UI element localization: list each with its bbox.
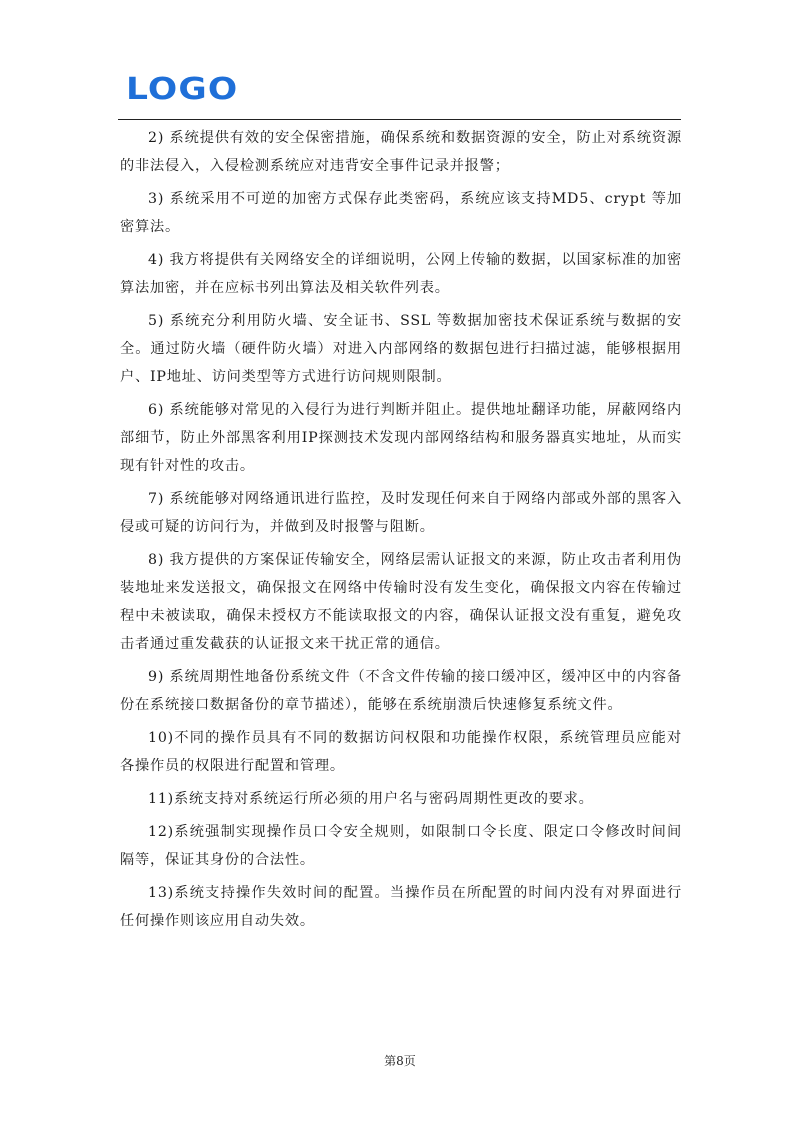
paragraph-item-3: 3) 系统采用不可逆的加密方式保存此类密码，系统应该支持MD5、crypt 等加密算法。 [120,191,682,235]
page-number: 第8页 [384,1054,416,1068]
paragraph-item-10: 10)不同的操作员具有不同的数据访问权限和功能操作权限，系统管理员应能对各操作员的权限进行配置和管理。 [120,730,682,774]
document-body [120,124,682,935]
paragraph-item-2: 2) 系统提供有效的安全保密措施，确保系统和数据资源的安全，防止对系统资源的非法侵入，入侵检测系统应对违背安全事件记录并报警； [120,130,682,174]
paragraph-item-7: 7) 系统能够对网络通讯进行监控，及时发现任何来自于网络内部或外部的黑客入侵或可疑的访问行为，并做到及时报警与阻断。 [120,491,682,535]
paragraph-item-9: 9) 系统周期性地备份系统文件（不含文件传输的接口缓冲区，缓冲区中的内容备份在系统接口数据备份的章节描述），能够在系统崩溃后快速修复系统文件。 [120,669,682,713]
paragraph-item-12: 12)系统强制实现操作员口令安全规则，如限制口令长度、限定口令修改时间间隔等，保证其身份的合法性。 [120,824,682,868]
logo: LOGO [126,72,239,107]
paragraph-item-4: 4) 我方将提供有关网络安全的详细说明，公网上传输的数据，以国家标准的加密算法加密，并在应标书列出算法及相关软件列表。 [120,252,682,296]
paragraph-item-5: 5) 系统充分利用防火墙、安全证书、SSL 等数据加密技术保证系统与数据的安全。通过防火墙（硬件防火墙）对进入内部网络的数据包进行扫描过滤，能够根据用户、IP地址、访问类型等方式进行访问规则限制。 [120,313,682,385]
paragraph-item-8: 8) 我方提供的方案保证传输安全，网络层需认证报文的来源，防止攻击者利用伪装地址来发送报文，确保报文在网络中传输时没有发生变化，确保报文内容在传输过程中未被读取，确保未授权方不能读取报文的内容，确保认证报文没有重复，避免攻击者通过重发截获的认证报文来干扰正常的通信。 [120,552,682,652]
paragraph-item-6: 6) 系统能够对常见的入侵行为进行判断并阻止。提供地址翻译功能，屏蔽网络内部细节，防止外部黑客利用IP探测技术发现内部网络结构和服务器真实地址，从而实现有针对性的攻击。 [120,402,682,474]
paragraph-item-11: 11)系统支持对系统运行所必须的用户名与密码周期性更改的要求。 [148,791,594,807]
header-divider [118,119,681,120]
paragraph-item-13: 13)系统支持操作失效时间的配置。当操作员在所配置的时间内没有对界面进行任何操作则该应用自动失效。 [120,885,682,929]
